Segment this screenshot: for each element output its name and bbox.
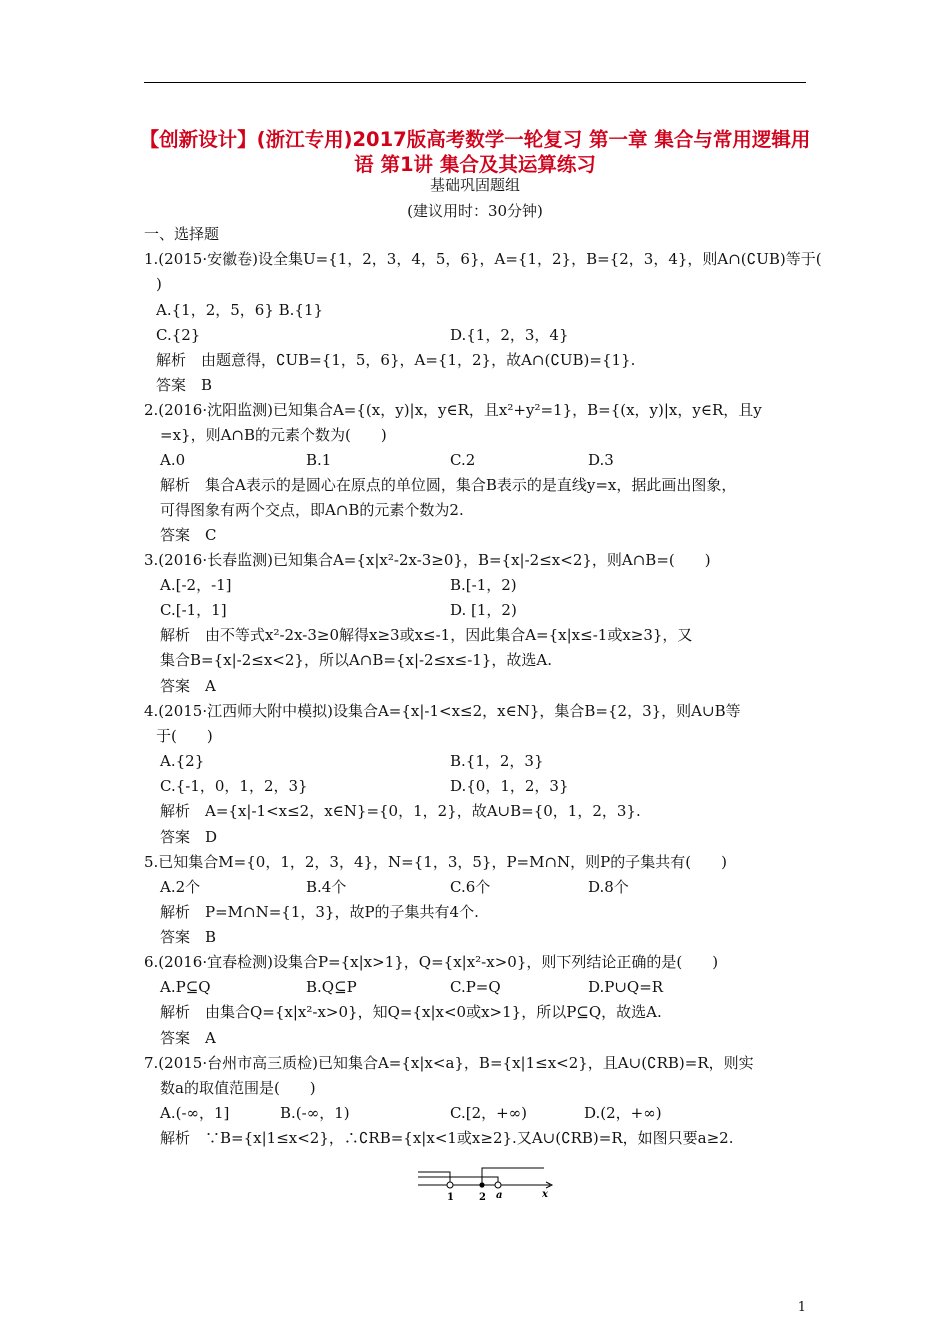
open-point-1 <box>447 1182 453 1188</box>
q7-option-d: D.(2，+∞) <box>584 1104 662 1122</box>
q1-stem-cont: ) <box>156 275 162 293</box>
q5-answer: 答案 B <box>160 928 217 946</box>
q1-options-ab: A.{1，2，5，6} B.{1} <box>156 301 324 319</box>
q1-option-c: C.{2} <box>156 326 201 344</box>
q2-stem: 2.(2016·沈阳监测)已知集合A={(x，y)|x，y∈R，且x²+y²=1}，B={(x，y)|x，y∈R，且y <box>144 401 762 419</box>
q2-stem-cont: =x}，则A∩B的元素个数为( ) <box>160 426 387 444</box>
label-x: x <box>542 1189 548 1200</box>
q6-option-b: B.Q⊆P <box>306 978 357 996</box>
q2-answer: 答案 C <box>160 526 217 544</box>
label-a: a <box>496 1190 503 1201</box>
q5-option-c: C.6个 <box>450 878 491 896</box>
q6-analysis: 解析 由集合Q={x|x²-x>0}，知Q={x|x<0或x>1}，所以P⊆Q，故选A. <box>160 1003 662 1021</box>
q2-option-a: A.0 <box>160 451 186 469</box>
q7-option-c: C.[2，+∞) <box>450 1104 528 1122</box>
q6-option-d: D.P∪Q=R <box>588 978 664 996</box>
q2-option-b: B.1 <box>306 451 332 469</box>
q4-stem: 4.(2015·江西师大附中模拟)设集合A={x|-1<x≤2，x∈N}，集合B={2，3}，则A∪B等 <box>144 702 741 720</box>
q7-analysis: 解析 ∵B={x|1≤x<2}，∴∁RB={x|x<1或x≥2}.又A∪(∁RB)=R，如图只要a≥2. <box>160 1129 734 1147</box>
document-title: 【创新设计】(浙江专用)2017版高考数学一轮复习 第一章 集合与常用逻辑用语 第1讲 集合及其运算练习 <box>139 128 811 176</box>
q1-analysis: 解析 由题意得，∁UB={1，5，6}，A={1，2}，故A∩(∁UB)={1}. <box>156 351 636 369</box>
q2-analysis-cont: 可得图象有两个交点，即A∩B的元素个数为2. <box>160 501 464 519</box>
q2-option-d: D.3 <box>588 451 614 469</box>
q5-analysis: 解析 P=M∩N={1，3}，故P的子集共有4个. <box>160 903 479 921</box>
q2-option-c: C.2 <box>450 451 476 469</box>
q5-option-b: B.4个 <box>306 878 347 896</box>
q4-option-a: A.{2} <box>160 752 205 770</box>
q4-option-b: B.{1，2，3} <box>450 752 544 770</box>
q4-analysis: 解析 A={x|-1<x≤2，x∈N}={0，1，2}，故A∪B={0，1，2，3}. <box>160 802 641 820</box>
top-rule <box>144 82 806 83</box>
closed-point-2 <box>479 1182 484 1187</box>
q3-option-a: A.[-2，-1] <box>160 576 232 594</box>
q3-option-c: C.[-1，1] <box>160 601 227 619</box>
q6-option-a: A.P⊆Q <box>160 978 211 996</box>
q4-option-d: D.{0，1，2，3} <box>450 777 569 795</box>
time-hint: (建议用时：30分钟) <box>407 202 543 220</box>
q6-option-c: C.P=Q <box>450 978 501 996</box>
q4-option-c: C.{-1，0，1，2，3} <box>160 777 308 795</box>
q3-option-d: D. [1，2) <box>450 601 517 619</box>
page-number: 1 <box>797 1300 806 1315</box>
q7-option-b: B.(-∞，1) <box>280 1104 350 1122</box>
subtitle: 基础巩固题组 <box>429 176 520 194</box>
q6-answer: 答案 A <box>160 1029 216 1047</box>
open-point-a <box>495 1182 501 1188</box>
label-1: 1 <box>447 1192 454 1203</box>
q4-stem-cont: 于( ) <box>156 727 213 745</box>
q3-analysis: 解析 由不等式x²-2x-3≥0解得x≥3或x≤-1，因此集合A={x|x≤-1或x≥3}，又 <box>160 626 693 644</box>
q5-option-d: D.8个 <box>588 878 629 896</box>
q3-option-b: B.[-1，2) <box>450 576 517 594</box>
section-heading: 一、选择题 <box>144 225 220 243</box>
q4-answer: 答案 D <box>160 828 218 846</box>
q7-stem: 7.(2015·台州市高三质检)已知集合A={x|x<a}，B={x|1≤x<2}，且A∪(∁RB)=R，则实 <box>144 1054 754 1072</box>
q7-option-a: A.(-∞，1] <box>160 1104 230 1122</box>
q3-answer: 答案 A <box>160 677 216 695</box>
q6-stem: 6.(2016·宜春检测)设集合P={x|x>1}，Q={x|x²-x>0}，则下列结论正确的是( ) <box>144 953 719 971</box>
q5-stem: 5.已知集合M={0，1，2，3，4}，N={1，3，5}，P=M∩N，则P的子集共有( ) <box>144 853 727 871</box>
q2-analysis: 解析 集合A表示的是圆心在原点的单位圆，集合B表示的是直线y=x，据此画出图象， <box>160 476 737 494</box>
q3-analysis-cont: 集合B={x|-2≤x<2}，所以A∩B={x|-2≤x≤-1}，故选A. <box>160 651 552 669</box>
set-complement-left <box>418 1172 450 1185</box>
label-2: 2 <box>479 1192 486 1203</box>
q7-stem-cont: 数a的取值范围是( ) <box>160 1079 316 1097</box>
q1-answer: 答案 B <box>156 376 213 394</box>
q5-option-a: A.2个 <box>160 878 201 896</box>
q1-option-d: D.{1，2，3，4} <box>450 326 569 344</box>
number-line-figure <box>410 1155 560 1205</box>
set-a-bracket <box>418 1177 498 1185</box>
q1-stem: 1.(2015·安徽卷)设全集U={1，2，3，4，5，6}，A={1，2}，B={2，3，4}，则A∩(∁UB)等于( <box>144 250 822 268</box>
q3-stem: 3.(2016·长春监测)已知集合A={x|x²-2x-3≥0}，B={x|-2≤x<2}，则A∩B=( ) <box>144 551 711 569</box>
